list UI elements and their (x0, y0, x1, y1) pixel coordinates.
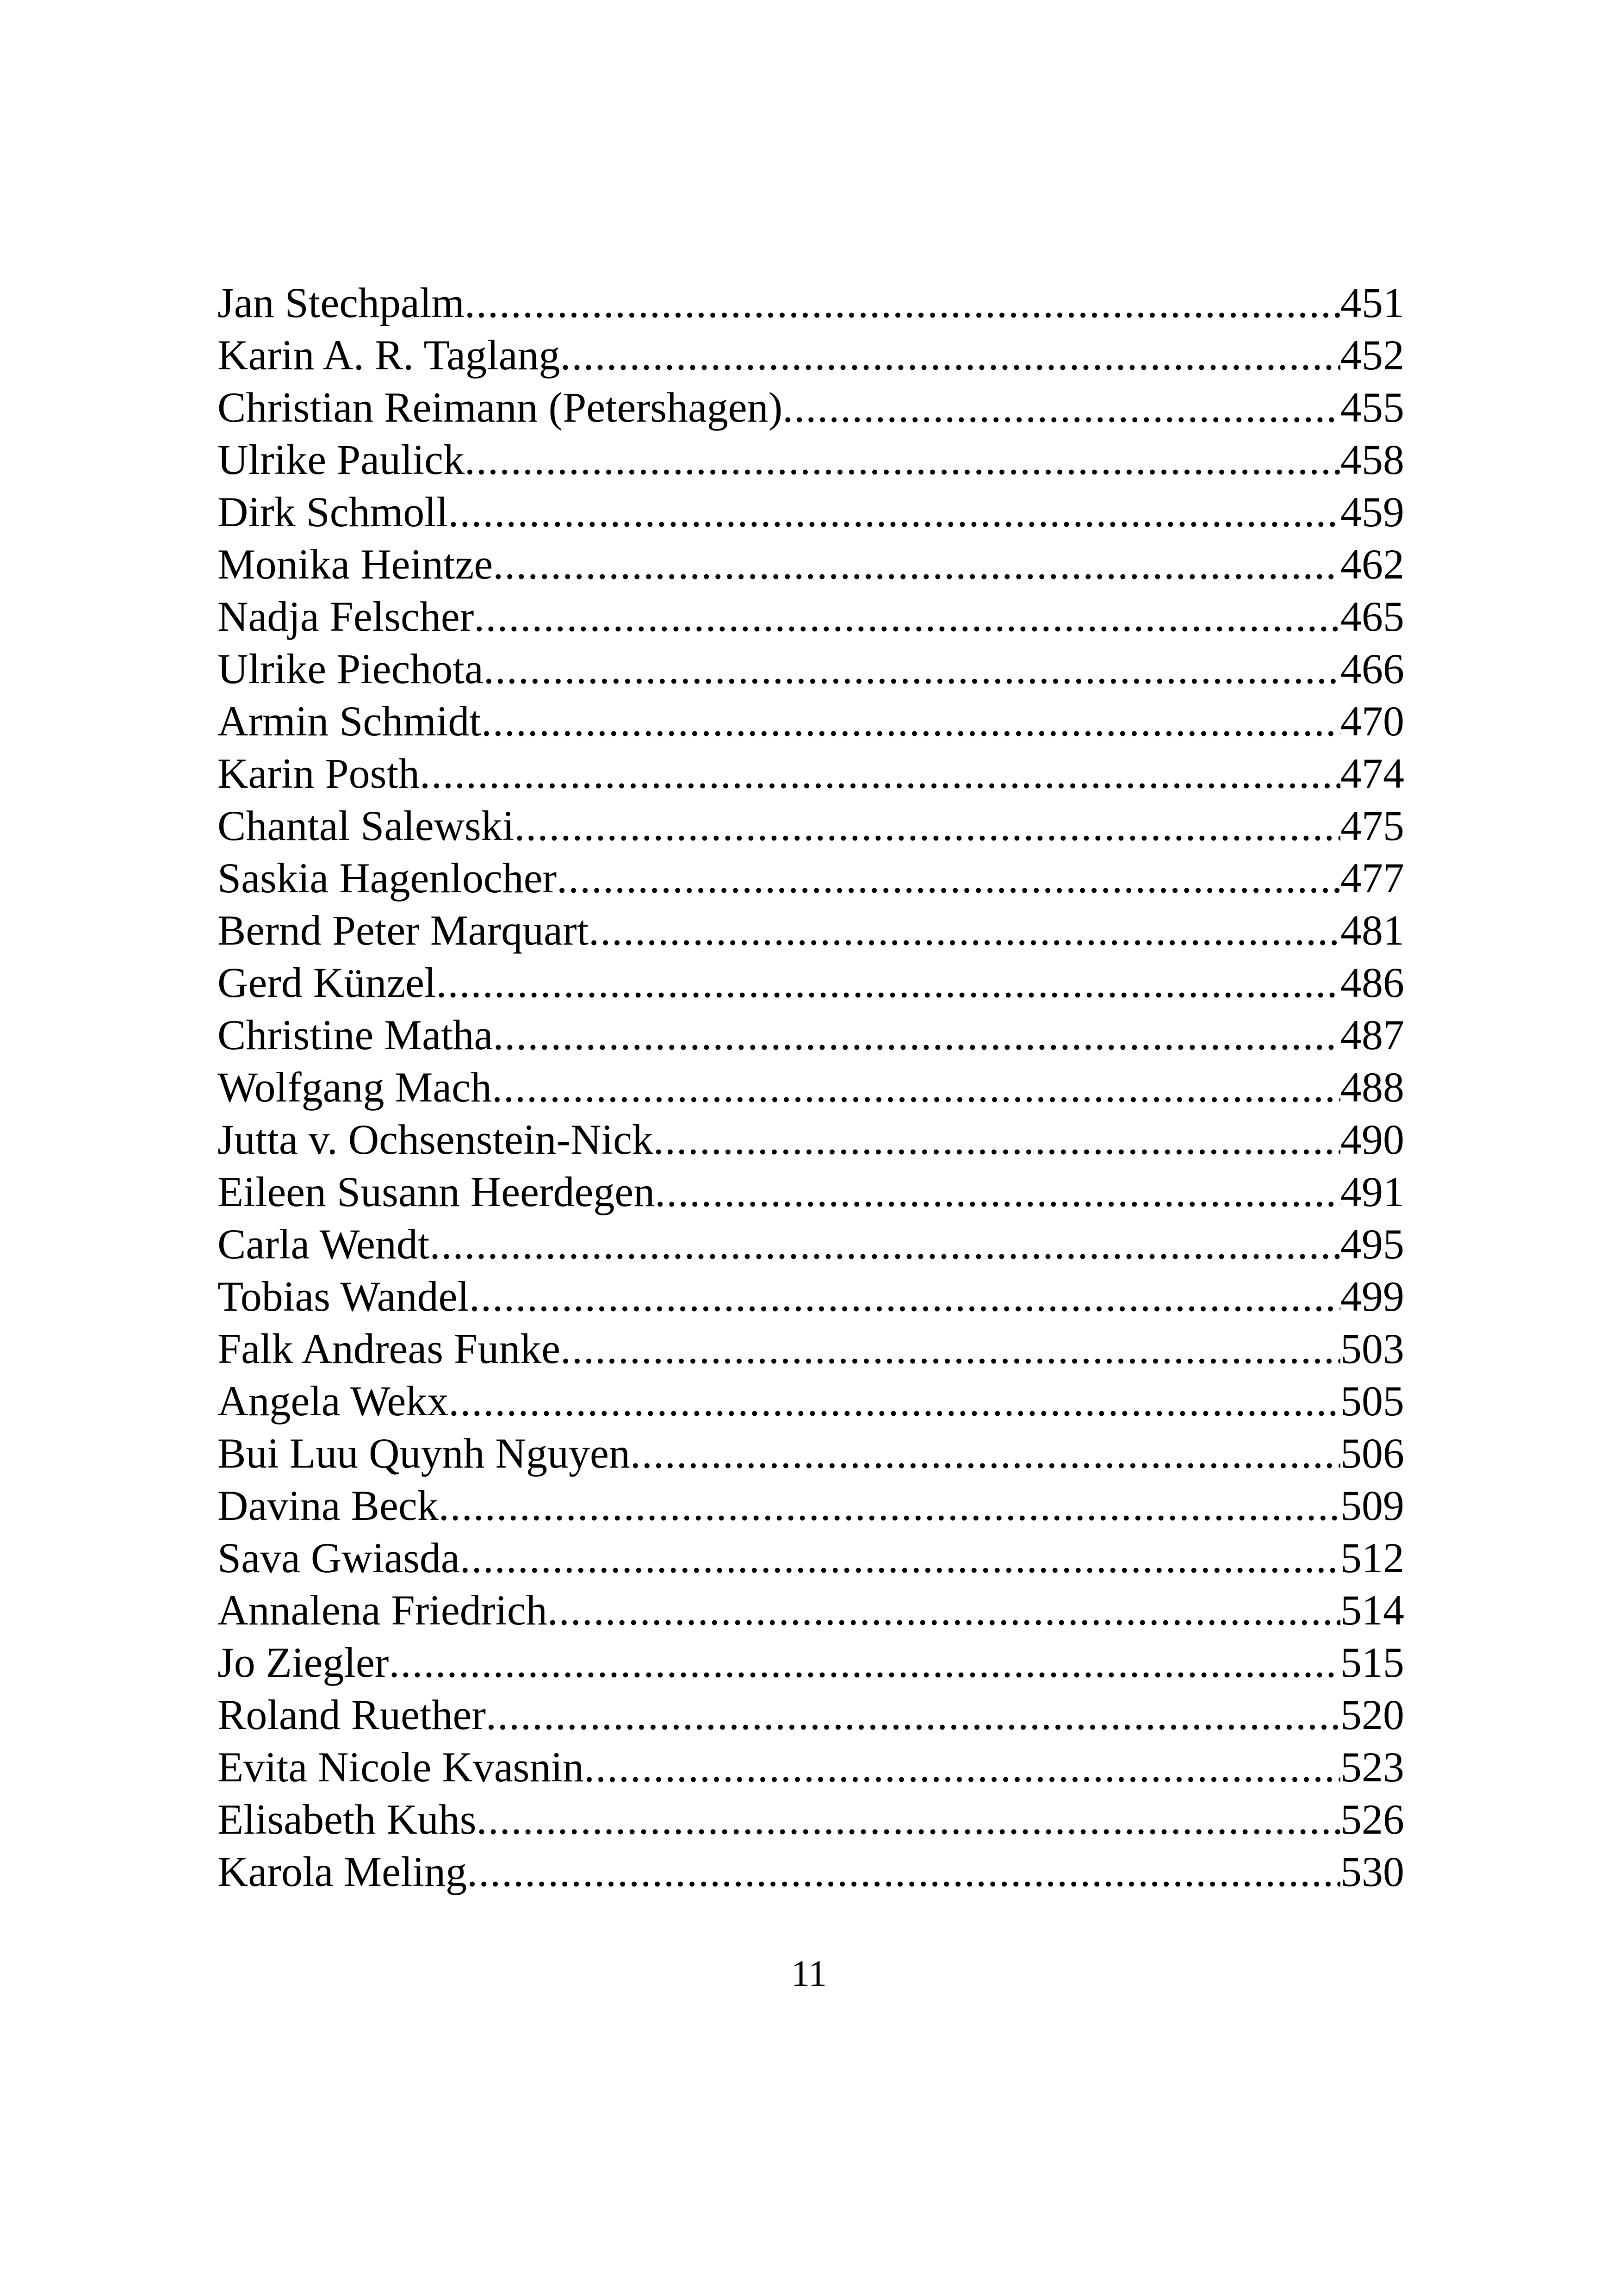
toc-entry-page: 452 (1340, 331, 1404, 379)
toc-dot-leader (653, 1114, 1340, 1166)
toc-entry (217, 538, 1404, 591)
toc-entry (217, 957, 1404, 1009)
toc-entry-name: Jan Stechpalm (217, 279, 465, 326)
toc-entry (217, 486, 1404, 538)
toc-entry-page: 495 (1340, 1220, 1404, 1268)
table-of-contents (217, 277, 1404, 1898)
toc-entry-name: Eileen Susann Heerdegen (217, 1168, 655, 1215)
toc-entry (217, 1218, 1404, 1270)
toc-entry-name: Gerd Künzel (217, 959, 436, 1006)
toc-dot-leader (460, 1532, 1340, 1584)
toc-entry-name: Ulrike Piechota (217, 645, 484, 692)
toc-entry (217, 1270, 1404, 1323)
toc-dot-leader (481, 695, 1340, 747)
toc-entry (217, 852, 1404, 904)
toc-dot-leader (474, 591, 1340, 643)
toc-entry-page: 474 (1340, 750, 1404, 797)
toc-entry-name: Ulrike Paulick (217, 436, 465, 483)
toc-entry (217, 800, 1404, 852)
toc-dot-leader (560, 1323, 1340, 1375)
toc-entry-name: Karin A. R. Taglang (217, 331, 560, 379)
toc-dot-leader (448, 1375, 1340, 1427)
toc-entry-page: 505 (1340, 1377, 1404, 1425)
toc-entry-name: Jutta v. Ochsenstein-Nick (217, 1116, 653, 1163)
toc-entry-page: 481 (1340, 907, 1404, 954)
toc-entry-page: 466 (1340, 645, 1404, 692)
toc-entry-page: 490 (1340, 1116, 1404, 1163)
toc-dot-leader (782, 381, 1340, 434)
toc-entry (217, 1584, 1404, 1636)
toc-entry-name: Jo Ziegler (217, 1639, 389, 1686)
toc-entry-name: Sava Gwiasda (217, 1534, 460, 1581)
toc-entry-name: Nadja Felscher (217, 593, 474, 640)
toc-entry-page: 526 (1340, 1796, 1404, 1843)
toc-dot-leader (448, 486, 1340, 538)
toc-entry (217, 1427, 1404, 1480)
toc-entry (217, 329, 1404, 381)
toc-dot-leader (436, 957, 1340, 1009)
toc-entry-page: 488 (1340, 1064, 1404, 1111)
toc-entry (217, 1375, 1404, 1427)
toc-entry-name: Armin Schmidt (217, 697, 481, 745)
toc-entry-page: 459 (1340, 488, 1404, 535)
toc-dot-leader (560, 329, 1340, 381)
toc-entry-name: Annalena Friedrich (217, 1587, 547, 1634)
toc-entry-name: Elisabeth Kuhs (217, 1796, 477, 1843)
toc-entry-name: Roland Ruether (217, 1691, 486, 1738)
toc-entry-name: Chantal Salewski (217, 802, 515, 849)
toc-entry-page: 486 (1340, 959, 1404, 1006)
toc-dot-leader (493, 1009, 1340, 1061)
toc-entry-name: Karin Posth (217, 750, 420, 797)
toc-entry (217, 1793, 1404, 1846)
toc-entry-name: Karola Meling (217, 1848, 467, 1895)
toc-entry (217, 643, 1404, 695)
toc-entry-page: 523 (1340, 1743, 1404, 1791)
toc-entry-page: 451 (1340, 279, 1404, 326)
toc-entry-page: 462 (1340, 541, 1404, 588)
toc-entry-name: Monika Heintze (217, 541, 493, 588)
toc-dot-leader (584, 1741, 1340, 1793)
toc-entry-page: 512 (1340, 1534, 1404, 1581)
toc-entry (217, 1009, 1404, 1061)
toc-dot-leader (557, 852, 1340, 904)
page-number: 11 (791, 1954, 827, 1994)
toc-dot-leader (630, 1427, 1340, 1480)
toc-entry (217, 1323, 1404, 1375)
toc-entry-name: Carla Wendt (217, 1220, 430, 1268)
toc-entry (217, 1636, 1404, 1689)
toc-entry-name: Angela Wekx (217, 1377, 449, 1425)
toc-entry-page: 530 (1340, 1848, 1404, 1895)
toc-entry-page: 509 (1340, 1482, 1404, 1529)
toc-entry (217, 277, 1404, 329)
toc-entry (217, 381, 1404, 434)
toc-entry (217, 1166, 1404, 1218)
toc-entry-name: Davina Beck (217, 1482, 439, 1529)
toc-entry-page: 491 (1340, 1168, 1404, 1215)
toc-dot-leader (465, 434, 1340, 486)
toc-entry (217, 591, 1404, 643)
toc-dot-leader (467, 1846, 1340, 1898)
toc-entry-name: Wolfgang Mach (217, 1064, 492, 1111)
toc-entry-page: 503 (1340, 1325, 1404, 1372)
toc-entry-page: 514 (1340, 1587, 1404, 1634)
toc-dot-leader (477, 1793, 1340, 1846)
toc-entry-name: Tobias Wandel (217, 1273, 470, 1320)
toc-dot-leader (493, 538, 1340, 591)
toc-entry-page: 470 (1340, 697, 1404, 745)
toc-entry-name: Christine Matha (217, 1011, 493, 1058)
toc-entry-name: Falk Andreas Funke (217, 1325, 561, 1372)
toc-entry-page: 520 (1340, 1691, 1404, 1738)
toc-dot-leader (429, 1218, 1340, 1270)
toc-entry-name: Dirk Schmoll (217, 488, 448, 535)
toc-entry-page: 477 (1340, 854, 1404, 902)
toc-entry (217, 747, 1404, 800)
toc-entry (217, 904, 1404, 957)
toc-entry (217, 1532, 1404, 1584)
toc-entry (217, 1061, 1404, 1114)
toc-dot-leader (439, 1480, 1340, 1532)
toc-dot-leader (492, 1061, 1340, 1114)
toc-dot-leader (589, 904, 1340, 957)
toc-entry (217, 434, 1404, 486)
toc-entry-page: 455 (1340, 384, 1404, 431)
toc-entry (217, 1114, 1404, 1166)
toc-dot-leader (420, 747, 1340, 800)
toc-entry-page: 458 (1340, 436, 1404, 483)
toc-dot-leader (484, 643, 1340, 695)
toc-dot-leader (655, 1166, 1340, 1218)
toc-dot-leader (486, 1689, 1340, 1741)
toc-entry-name: Saskia Hagenlocher (217, 854, 557, 902)
toc-entry (217, 1846, 1404, 1898)
toc-entry-page: 515 (1340, 1639, 1404, 1686)
toc-entry (217, 1480, 1404, 1532)
toc-entry (217, 695, 1404, 747)
toc-entry-page: 487 (1340, 1011, 1404, 1058)
toc-entry-page: 499 (1340, 1273, 1404, 1320)
toc-dot-leader (469, 1270, 1340, 1323)
toc-entry (217, 1741, 1404, 1793)
toc-entry-name: Christian Reimann (Petershagen) (217, 384, 783, 431)
toc-dot-leader (547, 1584, 1340, 1636)
toc-entry-page: 475 (1340, 802, 1404, 849)
toc-dot-leader (514, 800, 1340, 852)
toc-entry-name: Bernd Peter Marquart (217, 907, 589, 954)
toc-entry-page: 465 (1340, 593, 1404, 640)
toc-dot-leader (389, 1636, 1340, 1689)
toc-entry-name: Evita Nicole Kvasnin (217, 1743, 584, 1791)
toc-entry-name: Bui Luu Quynh Nguyen (217, 1430, 630, 1477)
toc-dot-leader (465, 277, 1340, 329)
toc-entry-page: 506 (1340, 1430, 1404, 1477)
toc-entry (217, 1689, 1404, 1741)
